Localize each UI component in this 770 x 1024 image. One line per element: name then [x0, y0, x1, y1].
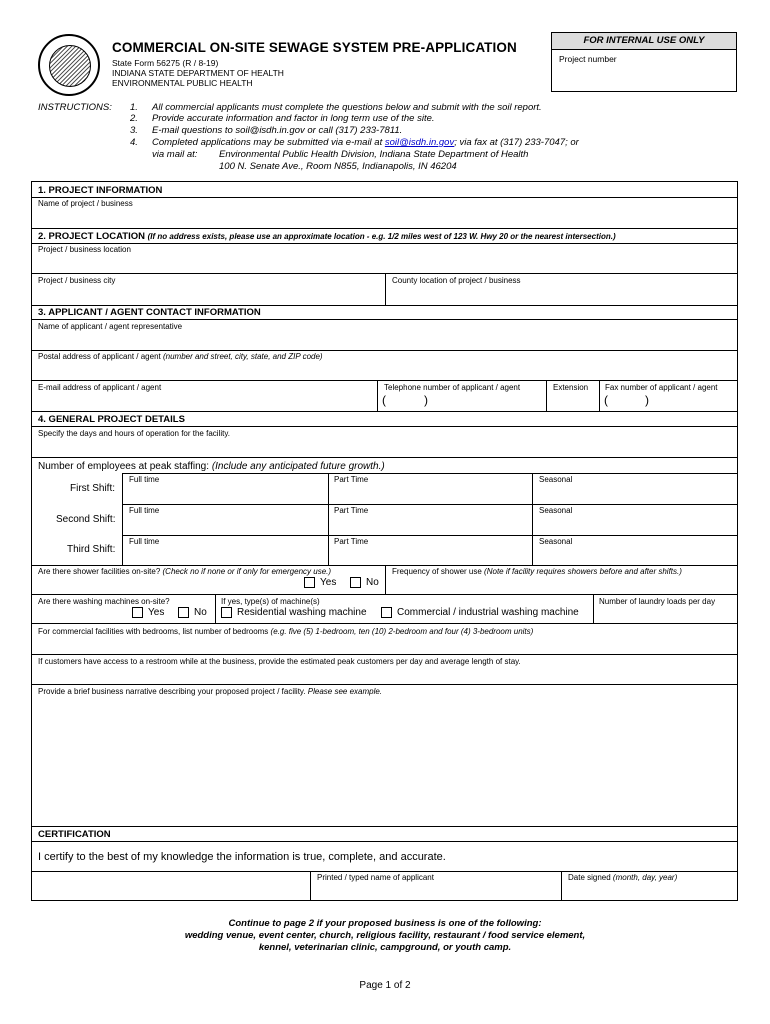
fax-paren-open: (	[604, 393, 608, 407]
postal-note: (number and street, city, state, and ZIP code)	[162, 352, 323, 361]
section-1-title: 1. PROJECT INFORMATION	[38, 185, 163, 196]
shower-no-label: No	[366, 577, 379, 588]
employees-note: (Include any anticipated future growth.)	[211, 461, 385, 472]
third-shift-parttime[interactable]: Part Time	[334, 537, 369, 546]
section-2-note: (If no address exists, please use an approximate location - e.g. 1/2 miles west of 123 W. Hwy 20 or the nearest intersection.)	[147, 232, 616, 241]
restroom-field[interactable]: If customers have access to a restroom while at the business, provide the estimated peak customers per day and average length of stay.	[38, 657, 521, 666]
phone-paren-open: (	[382, 393, 386, 407]
section-2-title-text: 2. PROJECT LOCATION	[38, 231, 145, 242]
application-form	[31, 181, 738, 901]
instruction-4-post: ; via fax at (317) 233-7047; or	[454, 137, 579, 148]
first-shift-seasonal[interactable]: Seasonal	[539, 475, 573, 484]
second-shift-fulltime[interactable]: Full time	[129, 506, 160, 515]
instruction-1: All commercial applicants must complete the questions below and submit with the soil report.	[152, 102, 542, 113]
commercial-label: Commercial / industrial washing machine	[397, 607, 579, 618]
laundry-loads-field[interactable]: Number of laundry loads per day	[599, 597, 716, 606]
project-name-field[interactable]: Name of project / business	[38, 199, 133, 208]
narrative-note: Please see example.	[307, 687, 383, 696]
third-shift-label: Third Shift:	[67, 544, 116, 555]
instructions-label: INSTRUCTIONS:	[38, 102, 112, 113]
date-signed-field[interactable]	[568, 873, 677, 882]
washing-yes-checkbox[interactable]	[132, 607, 143, 618]
phone-paren-close: )	[424, 393, 428, 407]
instruction-num-3: 3.	[130, 125, 138, 136]
washing-no-checkbox[interactable]	[178, 607, 189, 618]
department-name: INDIANA STATE DEPARTMENT OF HEALTH	[112, 68, 284, 78]
telephone-field[interactable]: Telephone number of applicant / agent	[384, 383, 521, 392]
state-seal-logo	[38, 34, 100, 96]
applicant-name-field[interactable]: Name of applicant / agent representative	[38, 322, 183, 331]
shower-no-checkbox[interactable]	[350, 577, 361, 588]
instruction-num-1: 1.	[130, 102, 138, 113]
shower-frequency-field[interactable]	[392, 567, 682, 576]
employees-label: Number of employees at peak staffing:	[38, 461, 212, 472]
first-shift-label: First Shift:	[70, 483, 116, 494]
shower-label: Are there shower facilities on-site?	[38, 567, 163, 576]
residential-checkbox[interactable]	[221, 607, 232, 618]
certification-statement: I certify to the best of my knowledge the information is true, complete, and accurate.	[38, 851, 446, 863]
washing-type-label: If yes, type(s) of machine(s)	[221, 597, 320, 606]
internal-use-box	[551, 32, 737, 92]
instruction-num-4: 4.	[130, 137, 138, 148]
postal-label: Postal address of applicant / agent	[38, 352, 163, 361]
shower-yes-label: Yes	[320, 577, 337, 588]
date-note: (month, day, year)	[612, 873, 678, 882]
section-3-title: 3. APPLICANT / AGENT CONTACT INFORMATION	[38, 307, 261, 318]
shower-note: (Check no if none or if only for emergency use.)	[162, 567, 332, 576]
narrative-field[interactable]	[38, 687, 382, 696]
narrative-label: Provide a brief business narrative describing your proposed project / facility.	[38, 687, 308, 696]
washing-no-label: No	[194, 607, 207, 618]
instruction-4	[152, 137, 579, 149]
instruction-2: Provide accurate information and factor in long term use of the site.	[152, 113, 435, 124]
third-shift-fulltime[interactable]: Full time	[129, 537, 160, 546]
fax-field[interactable]: Fax number of applicant / agent	[605, 383, 718, 392]
form-title: COMMERCIAL ON-SITE SEWAGE SYSTEM PRE-APPLICATION	[112, 40, 517, 55]
shower-freq-note: (Note if facility requires showers before and after shifts.)	[484, 567, 682, 576]
page-number: Page 1 of 2	[359, 980, 411, 991]
printed-name-field[interactable]: Printed / typed name of applicant	[317, 873, 434, 882]
email-link[interactable]: soil@isdh.in.gov	[384, 137, 455, 148]
section-2-title	[38, 231, 616, 242]
footer-line-1: Continue to page 2 if your proposed business is one of the following:	[228, 918, 542, 929]
operation-hours-field[interactable]: Specify the days and hours of operation for the facility.	[38, 429, 230, 438]
division-name: ENVIRONMENTAL PUBLIC HEALTH	[112, 78, 253, 88]
commercial-checkbox[interactable]	[381, 607, 392, 618]
instruction-3: E-mail questions to soil@isdh.in.gov or call (317) 233-7811.	[152, 125, 403, 136]
mail-label: via mail at:	[152, 149, 198, 160]
mail-address-line1: Environmental Public Health Division, Indiana State Department of Health	[219, 149, 529, 160]
shower-question	[38, 567, 331, 576]
footer-line-3: kennel, veterinarian clinic, campground, or youth camp.	[258, 942, 512, 953]
second-shift-seasonal[interactable]: Seasonal	[539, 506, 573, 515]
email-field[interactable]: E-mail address of applicant / agent	[38, 383, 162, 392]
first-shift-fulltime[interactable]: Full time	[129, 475, 160, 484]
project-city-field[interactable]: Project / business city	[38, 276, 116, 285]
section-4-title: 4. GENERAL PROJECT DETAILS	[38, 414, 185, 425]
washing-yes-label: Yes	[148, 607, 165, 618]
shower-freq-label: Frequency of shower use	[392, 567, 485, 576]
second-shift-parttime[interactable]: Part Time	[334, 506, 369, 515]
bedrooms-field[interactable]	[38, 627, 533, 636]
bedrooms-note: (e.g. five (5) 1-bedroom, ten (10) 2-bedroom and four (4) 3-bedroom units)	[270, 627, 534, 636]
third-shift-seasonal[interactable]: Seasonal	[539, 537, 573, 546]
residential-label: Residential washing machine	[237, 607, 367, 618]
instruction-num-2: 2.	[130, 113, 138, 124]
employees-heading	[38, 461, 385, 472]
instruction-4-pre: Completed applications may be submitted via e-mail at	[152, 137, 385, 148]
date-label: Date signed	[568, 873, 613, 882]
county-field[interactable]: County location of project / business	[392, 276, 521, 285]
project-number-label: Project number	[559, 54, 617, 64]
shower-yes-checkbox[interactable]	[304, 577, 315, 588]
first-shift-parttime[interactable]: Part Time	[334, 475, 369, 484]
certification-title: CERTIFICATION	[38, 829, 111, 840]
second-shift-label: Second Shift:	[56, 514, 116, 525]
fax-paren-close: )	[645, 393, 649, 407]
mail-address-line2: 100 N. Senate Ave., Room N855, Indianapolis, IN 46204	[219, 161, 457, 172]
project-location-field[interactable]: Project / business location	[38, 245, 131, 254]
form-number: State Form 56275 (R / 8-19)	[112, 58, 219, 68]
internal-use-heading: FOR INTERNAL USE ONLY	[552, 33, 736, 50]
extension-field[interactable]: Extension	[553, 383, 589, 392]
footer-line-2: wedding venue, event center, church, religious facility, restaurant / food service element,	[184, 930, 586, 941]
bedrooms-label: For commercial facilities with bedrooms, list number of bedrooms	[38, 627, 271, 636]
postal-address-field[interactable]	[38, 352, 323, 361]
washing-question: Are there washing machines on-site?	[38, 597, 170, 606]
